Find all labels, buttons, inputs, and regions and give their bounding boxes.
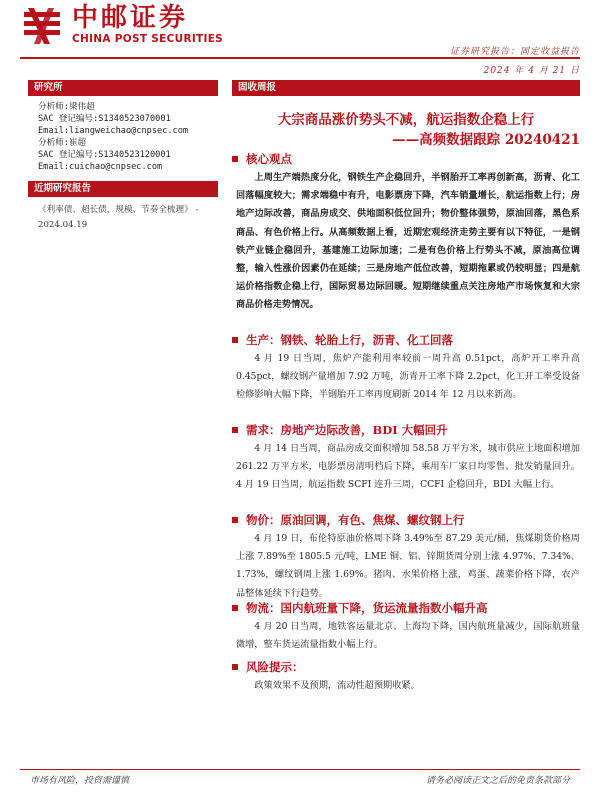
section-text-demand: 4 月 14 日当周，商品房成交面积增加 58.58 万平方米，城市供应土地面积增加 261.22 万平方米，电影票房清明档后下降，乘用车厂家日均零售、批发销量回升。4 月 19 日当周，航运指数 SCFI 连升三周，CCFI 企稳回升，BDI 大幅上行。 [236, 443, 580, 491]
section-heading-production: 生产：钢铁、轮胎上行，沥青、化工回落 [232, 331, 453, 349]
section-heading-logistics: 物流：国内航班量下降，货运流量指数小幅升高 [232, 599, 488, 617]
header-divider [20, 57, 580, 59]
recent-reports-label: 近期研究报告 [28, 181, 218, 197]
section-text-production: 4 月 19 日当周，焦炉产能利用率较前一周升高 0.51pct，高炉开工率升高 0.45pct，螺纹钢产量增加 7.92 万吨，沥青开工率下降 2.2pct，化工开工率受设备检修影响大幅下降，半钢胎开工率再度刷新 2014 年 12 月以来新高。 [236, 353, 580, 401]
section-heading-core-view: 核心观点 [232, 150, 292, 168]
section-text-logistics: 4 月 20 日当周，地铁客运量北京、上海均下降，国内航班量减少，国际航班量微增，整车货运流量指数小幅上行。 [236, 621, 580, 651]
analyst-2-sac: SAC 登记编号:S1340523120001 [38, 150, 171, 160]
recent-report-link[interactable]: 《利率债、超长债，规模、节奏全梳理》 - 2024.04.19 [38, 205, 199, 230]
analyst-2-name: 分析师:崔超 [38, 138, 87, 148]
research-institute-label: 研究所 [28, 80, 218, 96]
company-name-cn: 中邮证券 [72, 3, 189, 33]
section-bullet-icon [232, 427, 238, 433]
footer-risk-notice: 市场有风险，投资需谨慎 [30, 776, 130, 786]
section-bullet-icon [232, 517, 238, 523]
report-date: 2024 年 4 月 21 日 [483, 66, 580, 76]
analyst-1-name: 分析师:梁伟超 [38, 102, 95, 112]
section-heading-risk: 风险提示： [232, 658, 304, 676]
analyst-1-sac: SAC 登记编号:S1340523070001 [38, 114, 171, 124]
footer-disclaimer: 请务必阅读正文之后的免责条款部分 [425, 776, 570, 786]
footer-divider [20, 769, 580, 770]
section-bullet-icon [232, 605, 238, 611]
report-subtitle: ——高频数据跟踪 20240421 [392, 132, 580, 148]
report-title: 大宗商品涨价势头不减，航运指数企稳上行 [277, 112, 535, 128]
analyst-2-email[interactable]: Email:cuichao@cnpsec.com [38, 162, 163, 172]
section-bullet-icon [232, 156, 238, 162]
section-text-risk: 政策效果不及预期，流动性超预期收紧。 [254, 680, 420, 691]
analyst-1-email[interactable]: Email:liangweichao@cnpsec.com [38, 126, 189, 136]
section-bullet-icon [232, 337, 238, 343]
report-category-tag: 固收周报 [232, 80, 580, 96]
report-type: 证券研究报告：固定收益报告 [449, 47, 580, 57]
china-post-logo-icon [20, 6, 64, 46]
section-text-prices: 4 月 19 日，布伦特原油价格周下降 3.49%至 87.29 美元/桶，焦煤期货价格周上涨 7.89%至 1805.5 元/吨，LME 铜、铝、锌期货周分别上涨 4.97%、7.34%、1.73%，螺纹钢周上涨 1.69%。猪肉、水果价格上涨，鸡蛋、蔬菜价格下降，农产品整体延续下行趋势。 [236, 533, 580, 599]
section-heading-demand: 需求：房地产边际改善，BDI 大幅回升 [232, 421, 448, 439]
section-text-core-view: 上周生产端热度分化，钢铁生产企稳回升，半钢胎开工率再创新高，沥青、化工回落幅度较大；需求端稳中有升，电影票房下降，汽车销量增长，航运指数上行；房地产边际改善，商品房成交、供地面积低位回升；物价整体强势，原油回落，黑色系商品、有色价格上行。从高频数据上看，近期宏观经济走势主要有以下特征，一是钢铁产业链企稳回升，基建施工边际加速；二是有色价格上行势头不减，原油高位调整，输入性涨价因素仍在延续；三是房地产低位改善，短期拖累或仍较明显；四是航运价格指数企稳上行，国际贸易边际回暖。短期继续重点关注房地产市场恢复和大宗商品价格走势情况。 [236, 172, 580, 311]
company-name-en: CHINA POST SECURITIES [72, 33, 224, 45]
section-bullet-icon [232, 664, 238, 670]
section-heading-prices: 物价：原油回调，有色、焦煤、螺纹钢上行 [232, 511, 465, 529]
